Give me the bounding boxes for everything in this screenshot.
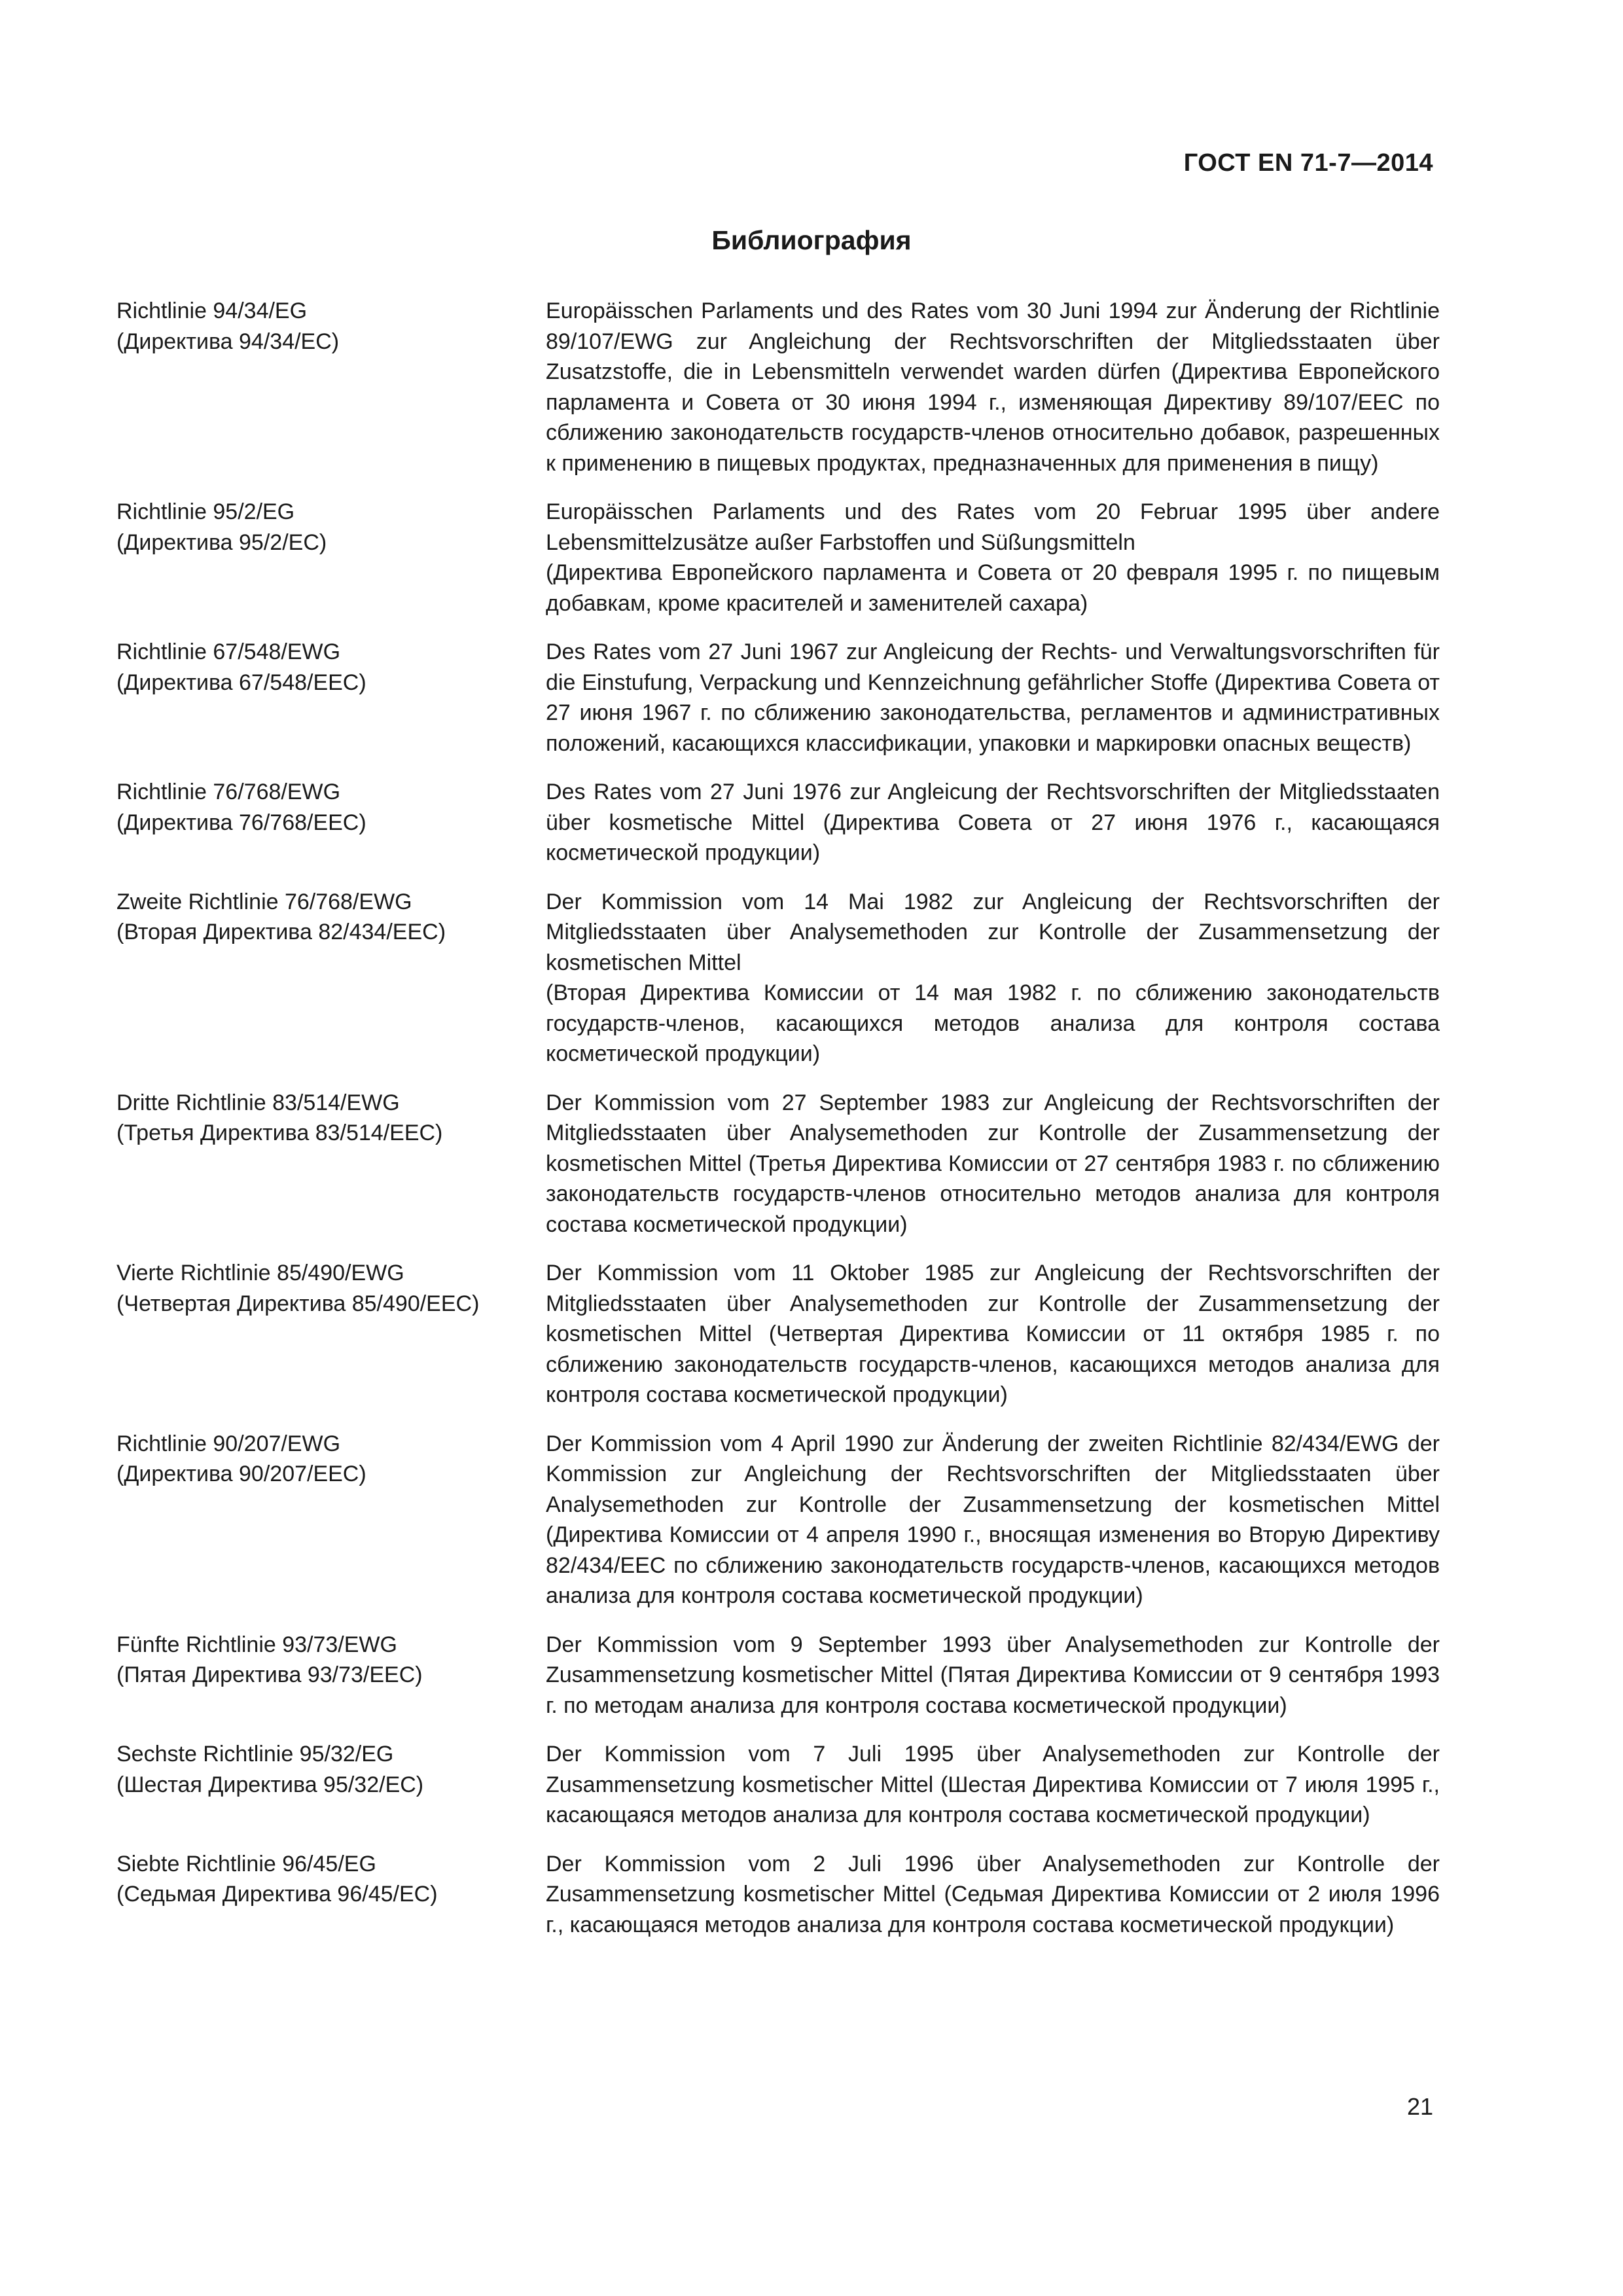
bibliography-entry	[116, 1849, 1440, 1941]
directive-description	[546, 1429, 1440, 1611]
directive-id-russian: (Пятая Директива 93/73/ЕЕС)	[116, 1662, 423, 1687]
bibliography-entry	[116, 497, 1440, 619]
directive-id-german: Richtlinie 90/207/EWG	[116, 1431, 341, 1456]
document-code: ГОСТ EN 71-7—2014	[1183, 149, 1433, 177]
bibliography-entry	[116, 296, 1440, 478]
directive-id-german: Richtlinie 76/768/EWG	[116, 780, 341, 804]
description-paragraph: Des Rates vom 27 Juni 1967 zur Angleicung der Rechts- und Verwaltungsvorschriften für die Einstufung, Verpackung und Kennzeichnung gefährlicher Stoffe (Директива Совета от 27 июня 1967 г. по сближению законодательства, регламентов и административных положений, касающихся классификации, упаковки и маркировки опасных веществ)	[546, 639, 1440, 756]
bibliography-entry	[116, 1739, 1440, 1831]
description-paragraph: (Вторая Директива Комиссии от 14 мая 1982 г. по сближению законодательств государств-членов, касающихся методов анализа для контроля состава косметической продукции)	[546, 980, 1440, 1066]
bibliography-entry	[116, 1258, 1440, 1410]
directive-id-russian: (Третья Директива 83/514/ЕЕС)	[116, 1121, 443, 1145]
page-title: Библиография	[711, 225, 912, 255]
directive-identifier	[116, 1088, 546, 1240]
directive-identifier	[116, 1739, 546, 1831]
directive-description	[546, 1630, 1440, 1721]
directive-id-german: Richtlinie 67/548/EWG	[116, 639, 341, 664]
directive-description	[546, 1088, 1440, 1240]
directive-id-german: Dritte Richtlinie 83/514/EWG	[116, 1090, 400, 1115]
directive-id-german: Fünfte Richtlinie 93/73/EWG	[116, 1632, 397, 1657]
directive-description	[546, 1739, 1440, 1831]
description-paragraph: Der Kommission vom 9 September 1993 über Analysemethoden zur Kontrolle der Zusammensetzung kosmetischer Mittel (Пятая Директива Комиссии от 9 сентября 1993 г. по методам анализа для контроля состава косметической продукции)	[546, 1632, 1440, 1718]
bibliography-entry	[116, 1088, 1440, 1240]
directive-description	[546, 777, 1440, 869]
directive-id-russian: (Директива 94/34/ЕС)	[116, 329, 340, 354]
directive-description	[546, 887, 1440, 1069]
description-paragraph: Des Rates vom 27 Juni 1976 zur Angleicung der Rechtsvorschriften der Mitgliedsstaaten über kosmetische Mittel (Директива Совета от 27 июня 1976 г., касающаяся косметической продукции)	[546, 780, 1440, 865]
directive-identifier	[116, 1258, 546, 1410]
directive-description	[546, 497, 1440, 619]
description-paragraph: Europäisschen Parlaments und des Rates vom 20 Februar 1995 über andere Lebensmittelzusätze außer Farbstoffen und Süßungsmitteln	[546, 499, 1440, 555]
directive-description	[546, 296, 1440, 478]
directive-id-russian: (Шестая Директива 95/32/ЕС)	[116, 1772, 424, 1797]
bibliography-list	[116, 296, 1440, 1958]
directive-id-russian: (Директива 95/2/ЕС)	[116, 529, 327, 555]
directive-identifier	[116, 887, 546, 1069]
bibliography-entry	[116, 1630, 1440, 1721]
bibliography-entry	[116, 637, 1440, 759]
directive-identifier	[116, 1630, 546, 1721]
description-paragraph: (Директива Европейского парламента и Совета от 20 февраля 1995 г. по пищевым добавкам, кроме красителей и заменителей сахара)	[546, 560, 1440, 616]
page-number: 21	[1406, 2093, 1433, 2120]
description-paragraph: Der Kommission vom 11 Oktober 1985 zur Angleicung der Rechtsvorschriften der Mitgliedsstaaten über Analysemethoden zur Kontrolle der Zusammensetzung der kosmetischen Mittel (Четвертая Директива Комиссии от 11 октября 1985 г. по сближению законодательств государств-членов, касающихся методов анализа для контроля состава косметической продукции)	[546, 1261, 1440, 1407]
description-paragraph: Der Kommission vom 14 Mai 1982 zur Angleicung der Rechtsvorschriften der Mitgliedsstaaten über Analysemethoden zur Kontrolle der Zusammensetzung der kosmetischen Mittel	[546, 889, 1440, 975]
description-paragraph: Der Kommission vom 7 Juli 1995 über Analysemethoden zur Kontrolle der Zusammensetzung kosmetischer Mittel (Шестая Директива Комиссии от 7 июля 1995 г., касающаяся методов анализа для контроля состава косметической продукции)	[546, 1742, 1440, 1827]
directive-identifier	[116, 777, 546, 869]
description-paragraph: Der Kommission vom 27 September 1983 zur Angleicung der Rechtsvorschriften der Mitgliedsstaaten über Analysemethoden zur Kontrolle der Zusammensetzung der kosmetischen Mittel (Третья Директива Комиссии от 27 сентября 1983 г. по сближению законодательств государств-членов относительно методов анализа для контроля состава косметической продукции)	[546, 1090, 1440, 1237]
bibliography-entry	[116, 887, 1440, 1069]
directive-id-german: Siebte Richtlinie 96/45/EG	[116, 1851, 376, 1876]
directive-description	[546, 1849, 1440, 1941]
directive-id-russian: (Директива 90/207/ЕЕС)	[116, 1462, 366, 1486]
bibliography-entry	[116, 1429, 1440, 1611]
directive-id-german: Richtlinie 95/2/EG	[116, 499, 295, 524]
directive-identifier	[116, 497, 546, 619]
description-paragraph: Europäisschen Parlaments und des Rates vom 30 Juni 1994 zur Änderung der Richtlinie 89/107/EWG zur Angleichung der Rechtsvorschriften der Mitgliedsstaaten über Zusatzstoffe, die in Lebensmitteln verwendet warden dürfen (Директива Европейского парламента и Совета от 30 июня 1994 г., изменяющая Директиву 89/107/ЕЕС по сближению законодательств государств-членов относительно добавок, разрешенных к применению в пищевых продуктах, предназначенных для применения в пищу)	[546, 298, 1440, 476]
directive-id-russian: (Директива 76/768/ЕЕС)	[116, 810, 366, 835]
directive-id-russian: (Седьмая Директива 96/45/ЕС)	[116, 1882, 438, 1907]
directive-identifier	[116, 637, 546, 759]
directive-identifier	[116, 1429, 546, 1611]
directive-id-german: Sechste Richtlinie 95/32/EG	[116, 1742, 394, 1767]
description-paragraph: Der Kommission vom 4 April 1990 zur Änderung der zweiten Richtlinie 82/434/EWG der Kommission zur Angleichung der Rechtsvorschriften der Mitgliedsstaaten über Analysemethoden zur Kontrolle der Zusammensetzung der kosmetischen Mittel (Директива Комиссии от 4 апреля 1990 г., вносящая изменения во Вторую Директиву 82/434/ЕЕС по сближению законодательств государств-членов, касающихся методов анализа для контроля состава косметической продукции)	[546, 1431, 1440, 1608]
directive-description	[546, 637, 1440, 759]
directive-id-german: Richtlinie 94/34/EG	[116, 298, 308, 323]
bibliography-entry	[116, 777, 1440, 869]
directive-description	[546, 1258, 1440, 1410]
directive-id-russian: (Четвертая Директива 85/490/ЕЕС)	[116, 1291, 480, 1316]
directive-identifier	[116, 296, 546, 478]
description-paragraph: Der Kommission vom 2 Juli 1996 über Analysemethoden zur Kontrolle der Zusammensetzung kosmetischer Mittel (Седьмая Директива Комиссии от 2 июля 1996 г., касающаяся методов анализа для контроля состава косметической продукции)	[546, 1851, 1440, 1937]
directive-identifier	[116, 1849, 546, 1941]
directive-id-german: Zweite Richtlinie 76/768/EWG	[116, 889, 412, 914]
directive-id-russian: (Вторая Директива 82/434/ЕЕС)	[116, 920, 446, 944]
directive-id-german: Vierte Richtlinie 85/490/EWG	[116, 1261, 404, 1285]
directive-id-russian: (Директива 67/548/ЕЕС)	[116, 670, 366, 695]
